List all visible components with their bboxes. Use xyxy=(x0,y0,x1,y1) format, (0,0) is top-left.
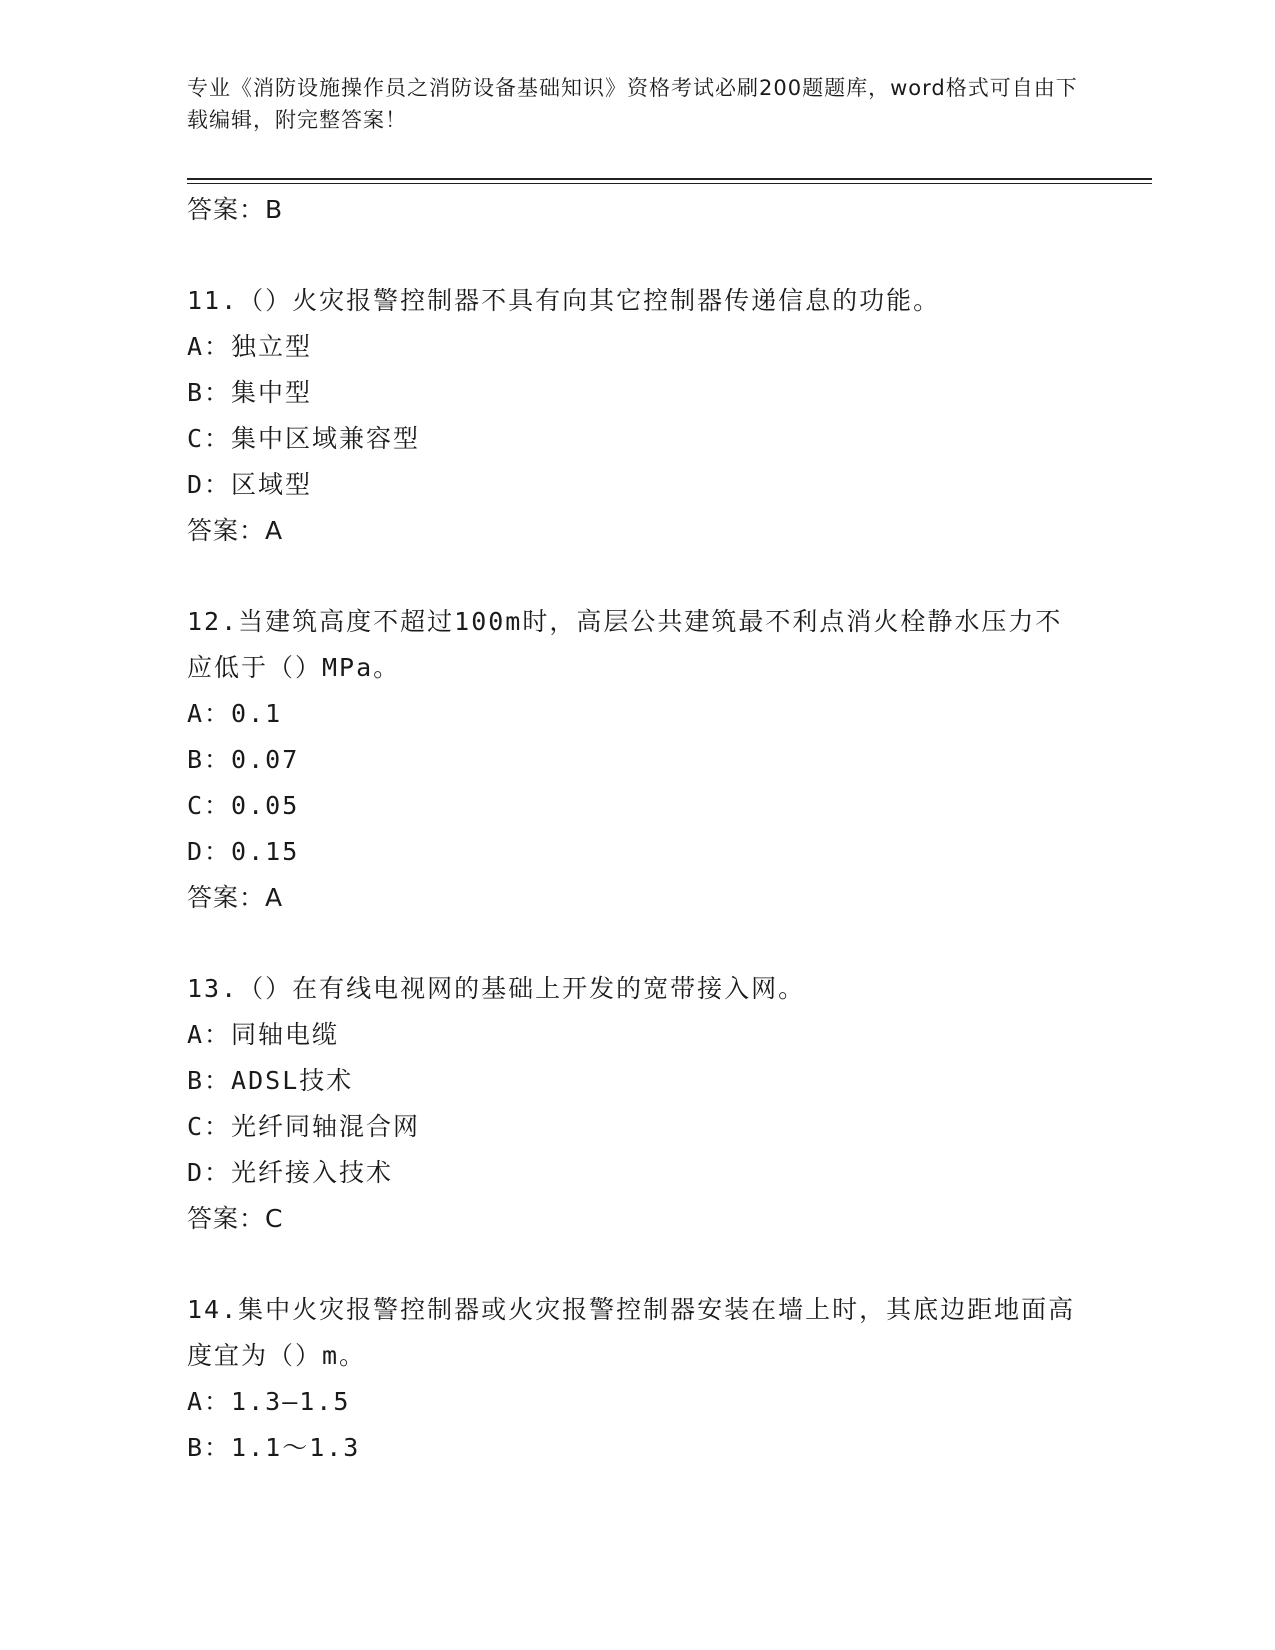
option-b: B：ADSL技术 xyxy=(187,1066,354,1095)
question-text: 13.（）在有线电视网的基础上开发的宽带接入网。 xyxy=(187,974,806,1003)
question-14 xyxy=(187,1287,1087,1471)
document-header xyxy=(187,72,1087,136)
question-12 xyxy=(187,599,1087,921)
answer-line: 答案：C xyxy=(187,1204,284,1233)
option-b: B：集中型 xyxy=(187,378,313,407)
option-a: A：同轴电缆 xyxy=(187,1020,340,1049)
option-c: C：光纤同轴混合网 xyxy=(187,1112,421,1141)
option-d: D：光纤接入技术 xyxy=(187,1158,394,1187)
answer-line: 答案：A xyxy=(187,883,284,912)
option-b: B：1.1～1.3 xyxy=(187,1433,361,1462)
header-divider xyxy=(187,178,1152,184)
question-11 xyxy=(187,278,1087,554)
document-title: 专业《消防设施操作员之消防设备基础知识》资格考试必刷200题题库，word格式可自由下载编辑，附完整答案！ xyxy=(187,76,1078,132)
option-a: A：独立型 xyxy=(187,332,313,361)
option-a: A：1.3—1.5 xyxy=(187,1387,351,1416)
option-b: B：0.07 xyxy=(187,745,300,774)
question-text: 11.（）火灾报警控制器不具有向其它控制器传递信息的功能。 xyxy=(187,286,941,315)
question-list xyxy=(187,187,1087,1471)
option-d: D：区域型 xyxy=(187,470,313,499)
option-d: D：0.15 xyxy=(187,837,300,866)
answer-line: 答案：A xyxy=(187,516,284,545)
question-text: 14.集中火灾报警控制器或火灾报警控制器安装在墙上时，其底边距地面高度宜为（）m。 xyxy=(187,1295,1076,1370)
question-13 xyxy=(187,966,1087,1242)
question-text: 12.当建筑高度不超过100m时，高层公共建筑最不利点消火栓静水压力不应低于（）MPa。 xyxy=(187,607,1063,682)
option-a: A：0.1 xyxy=(187,699,283,728)
option-c: C：集中区域兼容型 xyxy=(187,424,421,453)
option-c: C：0.05 xyxy=(187,791,300,820)
answer-line: 答案：B xyxy=(187,195,284,224)
